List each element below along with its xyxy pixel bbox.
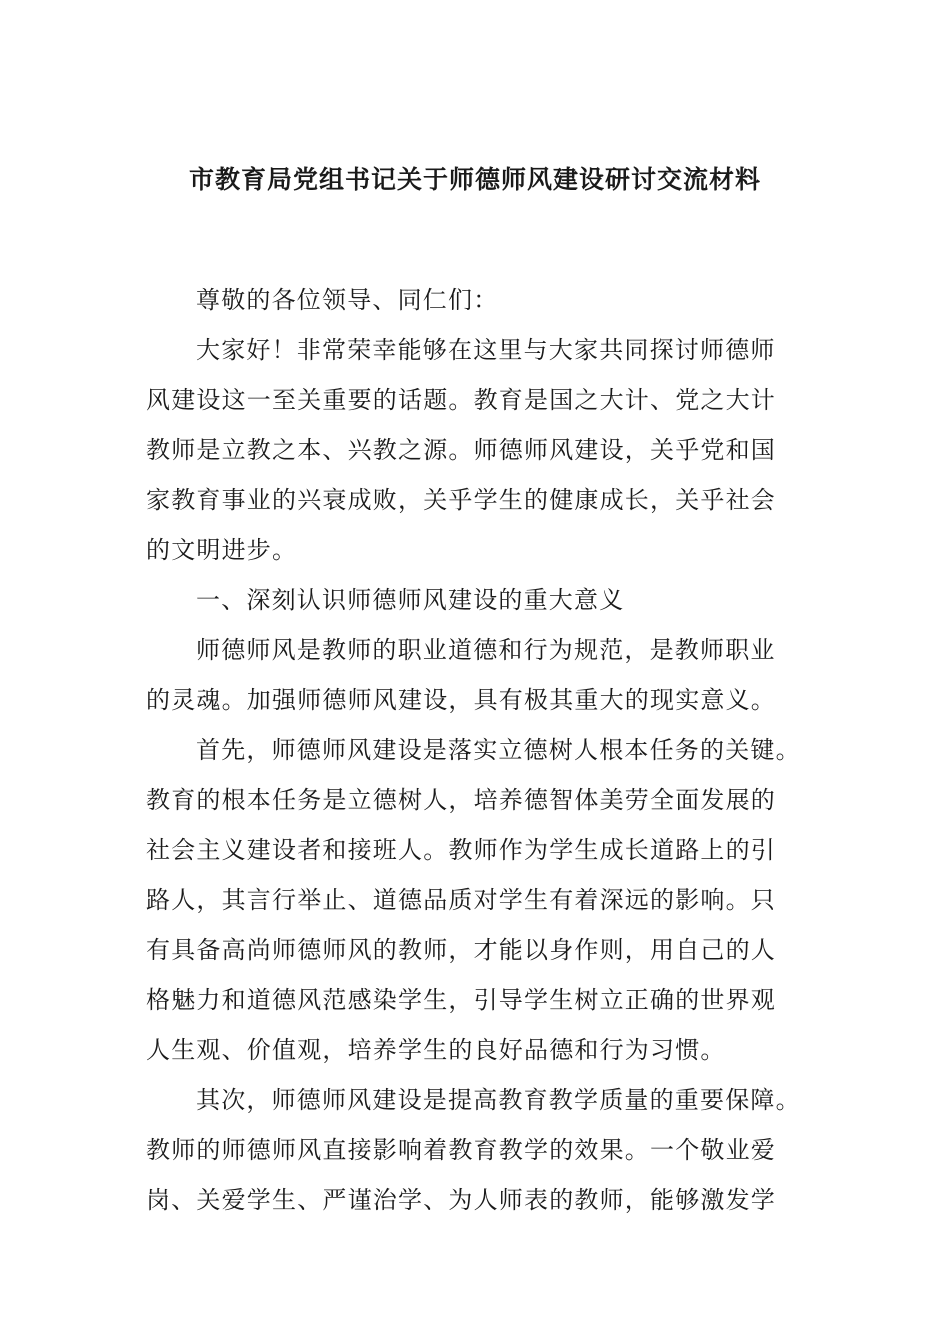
text-line: 社会主义建设者和接班人。教师作为学生成长道路上的引 [146,836,776,864]
section-heading [146,575,808,625]
text-line: 师德师风是教师的职业道德和行为规范，是教师职业 [196,636,776,664]
document-body [146,275,808,1225]
text-line: 首先，师德师风建设是落实立德树人根本任务的关键。 [196,736,801,764]
text-line: 的文明进步。 [146,536,298,564]
text-line: 风建设这一至关重要的话题。教育是国之大计、党之大计 [146,386,776,414]
text-line: 有具备高尚师德师风的教师，才能以身作则，用自己的人 [146,936,776,964]
text-line: 岗、关爱学生、严谨治学、为人师表的教师，能够激发学 [146,1186,776,1214]
text-line: 大家好！非常荣幸能够在这里与大家共同探讨师德师 [196,336,776,364]
text-line: 的灵魂。加强师德师风建设，具有极其重大的现实意义。 [146,686,776,714]
text-line: 路人，其言行举止、道德品质对学生有着深远的影响。只 [146,886,776,914]
text-line: 尊敬的各位领导、同仁们： [196,286,499,314]
text-line: 教师是立教之本、兴教之源。师德师风建设，关乎党和国 [146,436,776,464]
body-paragraph [146,1075,808,1225]
text-line: 格魅力和道德风范感染学生，引导学生树立正确的世界观 [146,986,776,1014]
text-line: 一、深刻认识师德师风建设的重大意义 [196,586,625,614]
text-line: 教育的根本任务是立德树人，培养德智体美劳全面发展的 [146,786,776,814]
body-paragraph [146,625,808,725]
text-line: 家教育事业的兴衰成败，关乎学生的健康成长，关乎社会 [146,486,776,514]
document-title: 市教育局党组书记关于师德师风建设研讨交流材料 [188,165,761,194]
body-paragraph [146,725,808,1075]
text-line: 教师的师德师风直接影响着教育教学的效果。一个敬业爱 [146,1136,776,1164]
salutation-paragraph [146,275,808,325]
text-line: 其次，师德师风建设是提高教育教学质量的重要保障。 [196,1086,801,1114]
greeting-paragraph [146,325,808,575]
text-line: 人生观、价值观，培养学生的良好品德和行为习惯。 [146,1036,726,1064]
